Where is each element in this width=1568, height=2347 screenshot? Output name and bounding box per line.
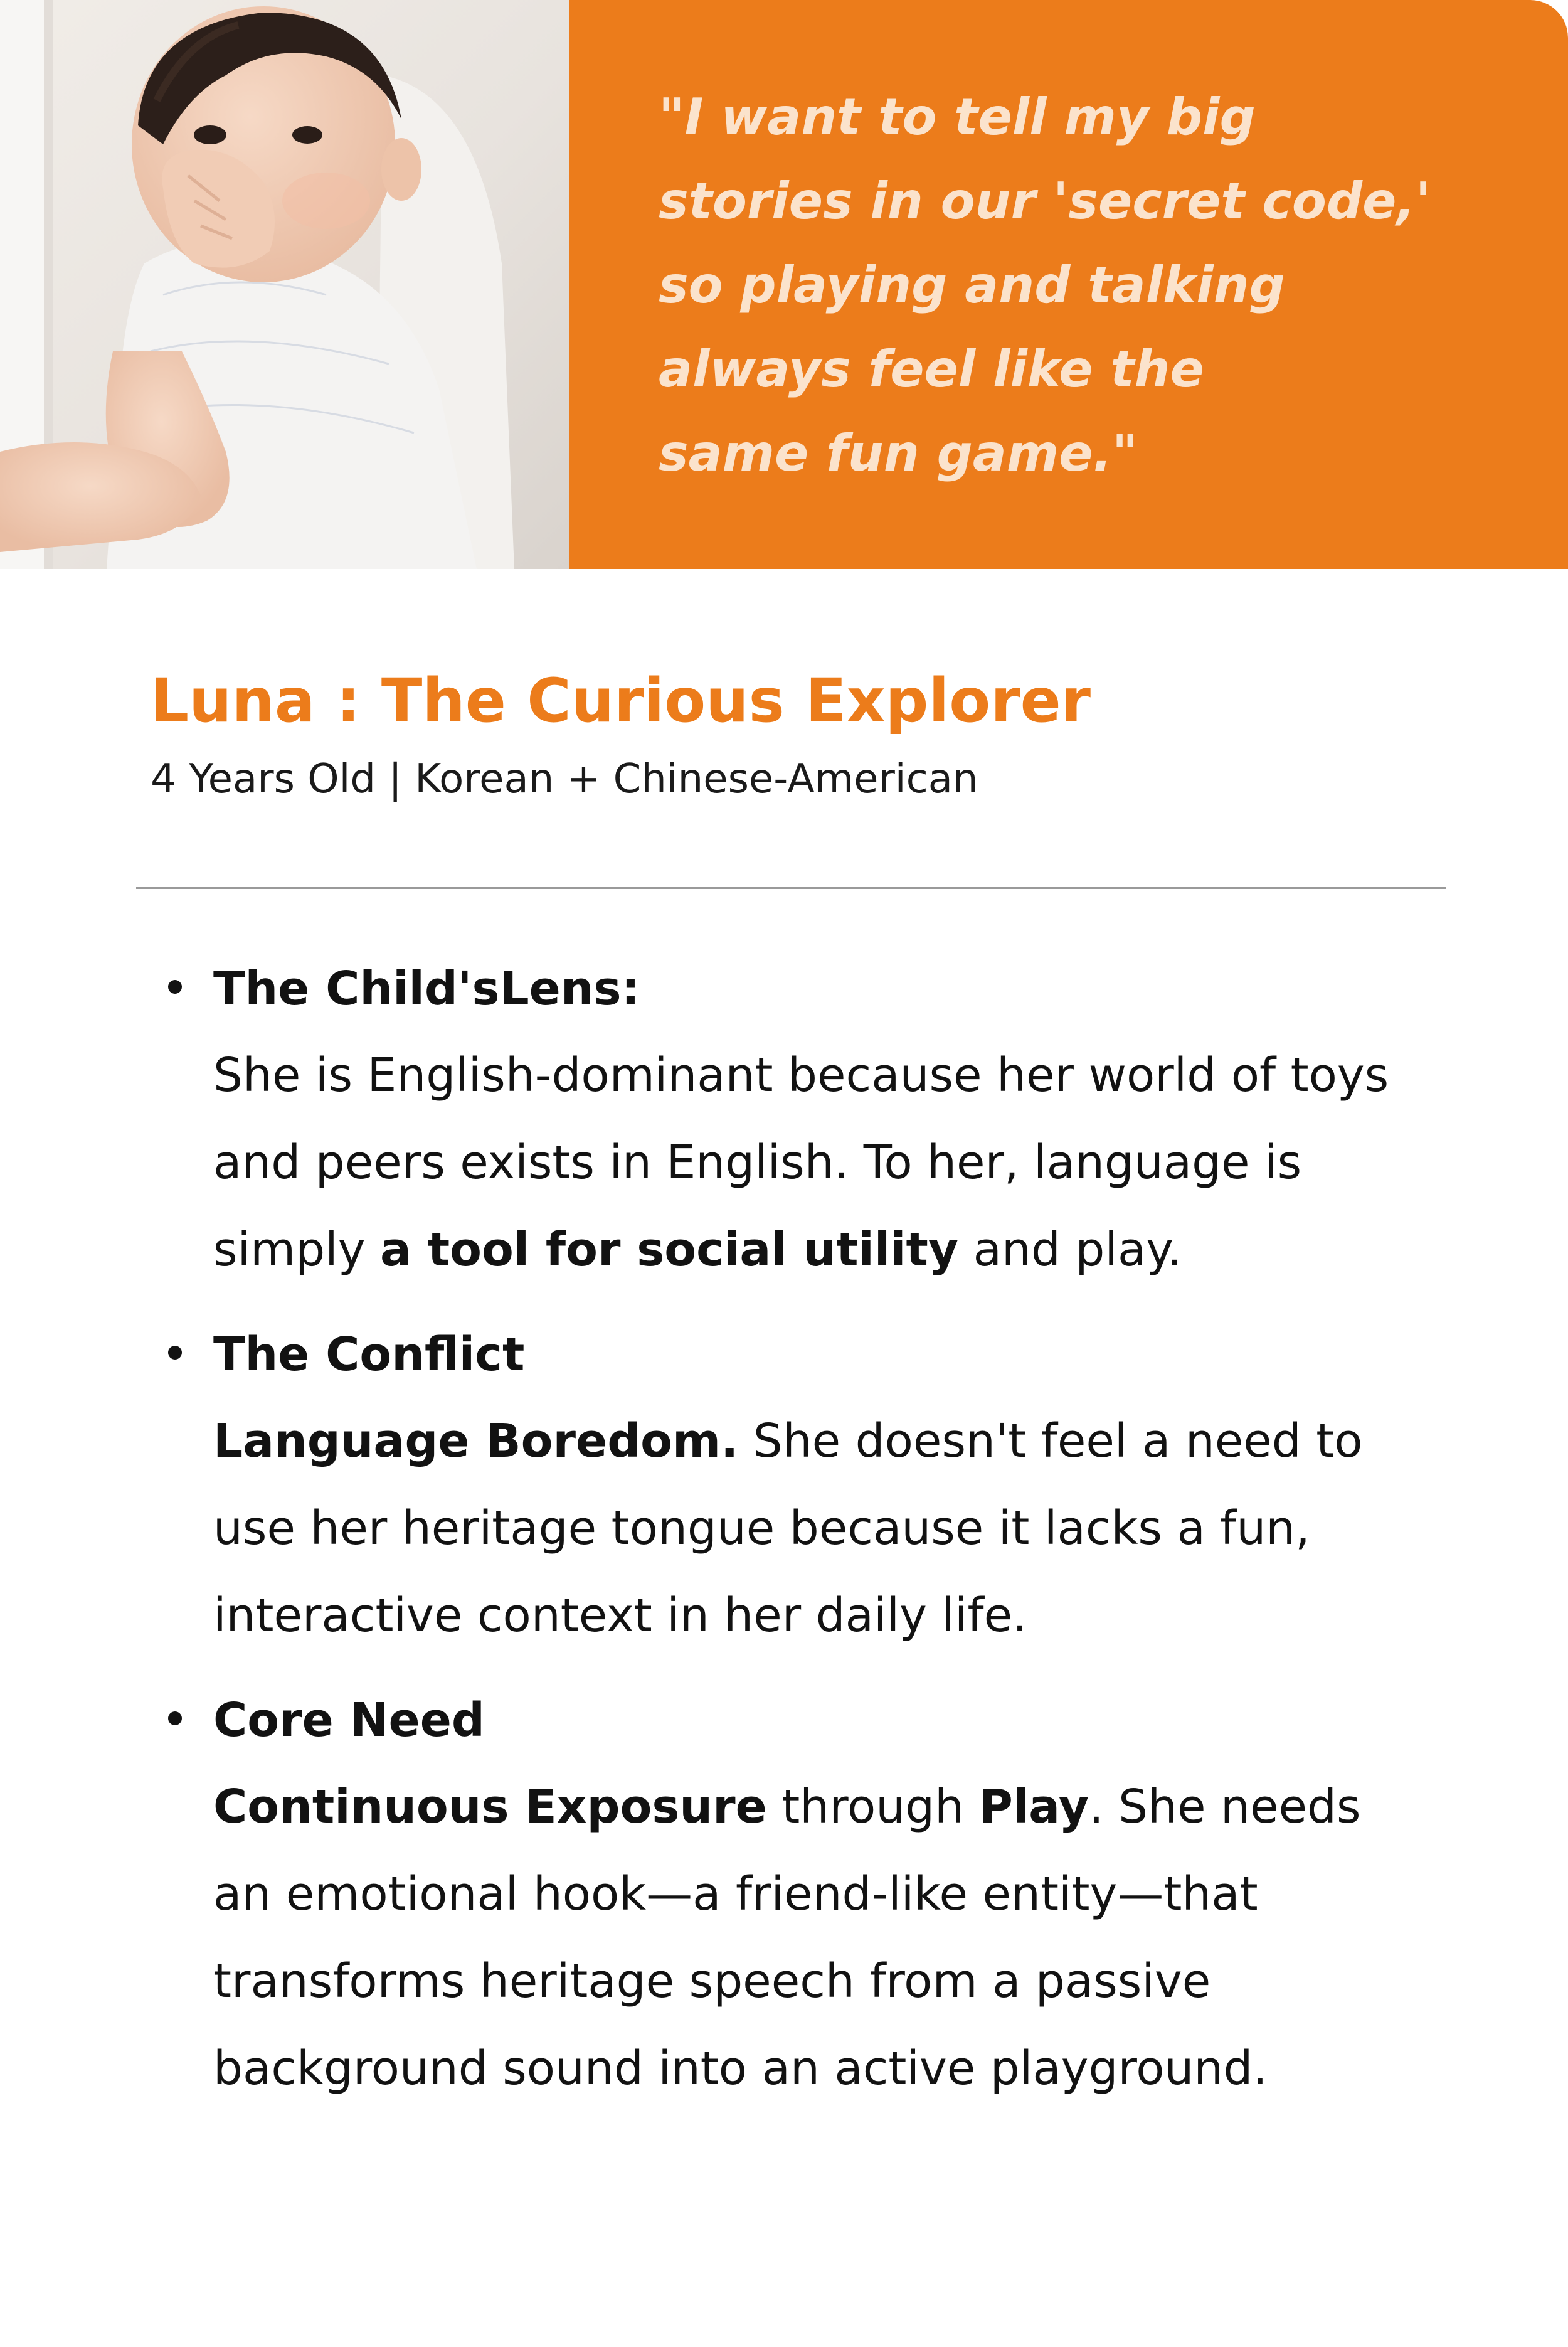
hero-banner bbox=[0, 0, 1568, 569]
bullet-icon bbox=[168, 1346, 182, 1360]
section-core-need bbox=[163, 1677, 1417, 2112]
section-conflict bbox=[163, 1311, 1417, 1659]
section-body bbox=[213, 1764, 1417, 2112]
section-body-text: and play. bbox=[958, 1223, 1182, 1277]
section-body bbox=[213, 1032, 1417, 1294]
section-heading: The Conflict bbox=[213, 1328, 525, 1381]
section-body-emphasis: Continuous Exposure bbox=[213, 1780, 767, 1834]
section-childs-lens bbox=[163, 945, 1417, 1294]
bullet-icon bbox=[168, 1711, 182, 1725]
section-heading: Core Need bbox=[213, 1693, 485, 1747]
child-photo bbox=[0, 0, 569, 569]
divider bbox=[136, 887, 1446, 889]
section-body bbox=[213, 1398, 1417, 1659]
section-body-text: She is English-dominant because her world of toys and peers exists in English. To her, language is simply bbox=[213, 1048, 1389, 1277]
persona-quote: "I want to tell my big stories in our 'secret code,' so playing and talking always feel like the same fun game." bbox=[659, 88, 1431, 482]
persona-sections bbox=[163, 945, 1417, 2130]
section-body-emphasis: a tool for social utility bbox=[380, 1223, 959, 1277]
section-body-text: She doesn't feel a need to use her heritage tongue because it lacks a fun, interactive context in her daily life. bbox=[213, 1414, 1363, 1642]
bullet-icon bbox=[168, 980, 182, 994]
section-body-text: . She needs an emotional hook—a friend-like entity—that transforms heritage speech from a passive background sound into an active playground. bbox=[213, 1780, 1361, 2095]
child-photo-illustration bbox=[0, 0, 569, 569]
persona-subtitle: 4 Years Old | Korean + Chinese-American bbox=[151, 756, 978, 802]
section-body-text: through bbox=[766, 1780, 979, 1834]
section-body-emphasis: Play bbox=[978, 1780, 1089, 1834]
persona-name-title: Luna : The Curious Explorer bbox=[151, 666, 1091, 736]
section-body-emphasis: Language Boredom. bbox=[213, 1414, 739, 1468]
section-heading: The Child'sLens: bbox=[213, 962, 640, 1016]
quote-panel bbox=[569, 0, 1568, 569]
